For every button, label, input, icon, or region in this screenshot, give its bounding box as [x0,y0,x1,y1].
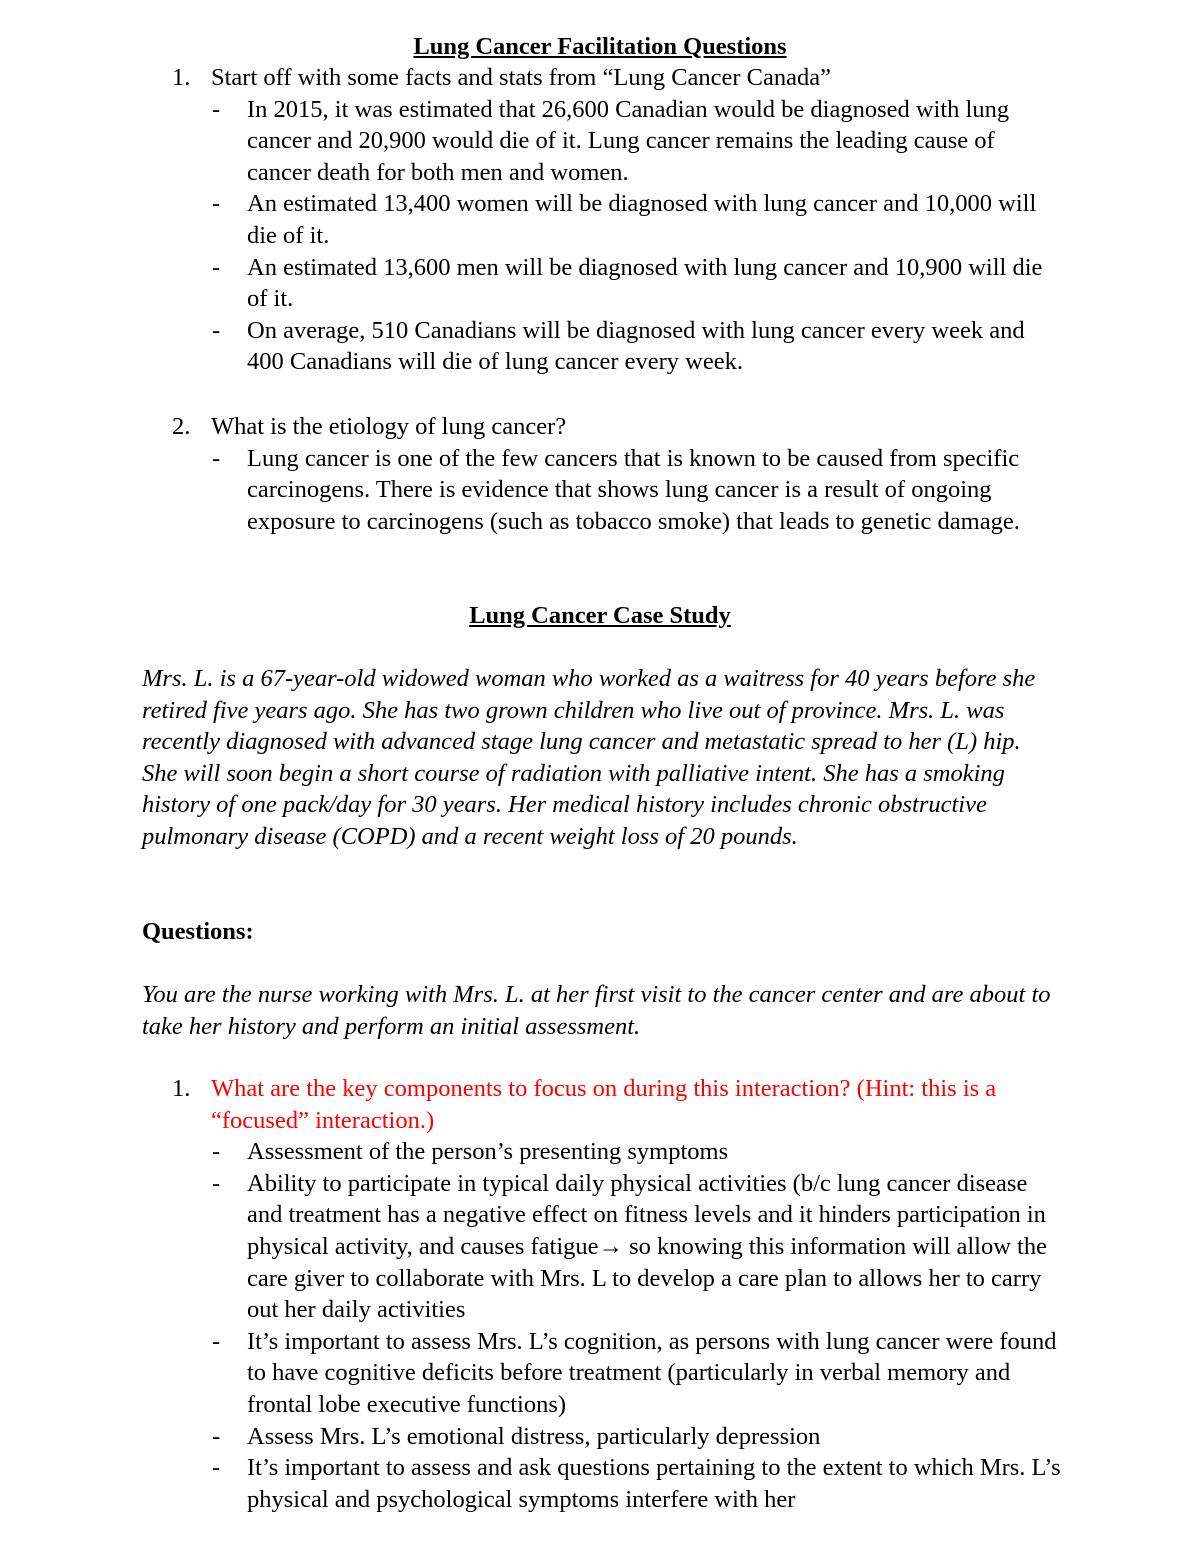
facts-list-item-1 [0,62,1200,378]
bullet-item: - An estimated 13,400 women will be diagnosed with lung cancer and 10,000 will die of it. [212,190,1037,249]
answer-text: Assess Mrs. L’s emotional distress, particularly depression [247,1422,821,1450]
bullet-text: An estimated 13,600 men will be diagnosed with lung cancer and 10,900 will die of it. [247,253,1043,313]
answer-bullet: - It’s important to assess and ask questions pertaining to the extent to which Mrs. L’s physical and psychological symptoms interfere with her [212,1454,1061,1513]
bullet-item: - On average, 510 Canadians will be diagnosed with lung cancer every week and 400 Canadians will die of lung cancer every week. [212,316,1025,376]
bullet-text: On average, 510 Canadians will be diagnosed with lung cancer every week and 400 Canadians will die of lung cancer every week. [247,316,1025,376]
case-study-title: Lung Cancer Case Study [469,602,731,629]
answer-bullet: - Assess Mrs. L’s emotional distress, particularly depression [212,1422,821,1450]
scenario-paragraph: You are the nurse working with Mrs. L. at her first visit to the cancer center and are about to take her history and perform an initial assessment. [142,981,1051,1040]
bullet-text: Lung cancer is one of the few cancers that is known to be caused from specific carcinogens. There is evidence that shows lung cancer is a result of ongoing exposure to carcinogens (such as tobacco smoke) that leads to genetic damage. [247,444,1020,535]
answer-text: Ability to participate in typical daily physical activities (b/c lung cancer disease and treatment has a negative effect on fitness levels and it hinders participation in physical activity, and causes fatigue [247,1169,1046,1260]
answer-text: so knowing this information will allow the care giver to collaborate with Mrs. L to develop a care plan to allows her to carry out her daily activities [247,1232,1047,1324]
list-number: 2. [172,413,191,440]
question-text: What are the key components to focus on during this interaction? (Hint: this is a “focused” interaction.) [211,1075,997,1134]
bullet-text: In 2015, it was estimated that 26,600 Canadian would be diagnosed with lung cancer and 20,900 would die of it. Lung cancer remains the leading cause of cancer death for both men and women. [247,95,1010,186]
answer-text: It’s important to assess Mrs. L’s cognition, as persons with lung cancer were found to have cognitive deficits before treatment (particularly in verbal memory and frontal lobe executive functions) [247,1327,1057,1418]
bullet-text: An estimated 13,400 women will be diagnosed with lung cancer and 10,000 will die of it. [247,190,1037,249]
bullet-item: - In 2015, it was estimated that 26,600 Canadian would be diagnosed with lung cancer and 20,900 would die of it. Lung cancer remains the leading cause of cancer death for both men and women. [212,95,1010,186]
right-arrow-icon: → [598,1232,623,1260]
answer-bullet: - It’s important to assess Mrs. L’s cognition, as persons with lung cancer were found to have cognitive deficits before treatment (particularly in verbal memory and frontal lobe executive functions) [212,1327,1057,1418]
case-study-paragraph: Mrs. L. is a 67-year-old widowed woman who worked as a waitress for 40 years before she retired five years ago. She has two grown children who live out of province. Mrs. L. was recently diagnosed with advanced stage lung cancer and metastatic spread to her (L) hip. She will soon begin a short course of radiation with palliative intent. She has a smoking history of one pack/day for 30 years. Her medical history includes chronic obstructive pulmonary disease (COPD) and a recent weight loss of 20 pounds. [142,665,1036,850]
bullet-item: - Lung cancer is one of the few cancers that is known to be caused from specific carcinogens. There is evidence that shows lung cancer is a result of ongoing exposure to carcinogens (such as tobacco smoke) that leads to genetic damage. [212,444,1020,535]
answer-bullet: - Assessment of the person’s presenting symptoms [212,1138,729,1166]
document-title: Lung Cancer Facilitation Questions [413,33,787,60]
list-number: 1. [172,64,191,91]
question-number: 1. [172,1075,191,1102]
bullet-item: - An estimated 13,600 men will be diagnosed with lung cancer and 10,900 will die of it. [212,253,1043,313]
facts-list-item-2 [0,411,1200,537]
list-item-text: What is the etiology of lung cancer? [211,413,567,440]
question-1 [0,1073,1200,1515]
answer-text: Assessment of the person’s presenting symptoms [247,1138,729,1166]
answer-text: It’s important to assess and ask questions pertaining to the extent to which Mrs. L’s physical and psychological symptoms interfere with her [247,1454,1061,1513]
answer-bullet: - Ability to participate in typical daily physical activities (b/c lung cancer disease and treatment has a negative effect on fitness levels and it hinders participation in physical activity, and causes fatigue→ so knowing this information will allow the care giver to collaborate with Mrs. L to develop a care plan to allows her to carry out her daily activities [212,1169,1047,1324]
list-item-text: Start off with some facts and stats from “Lung Cancer Canada” [211,64,832,91]
questions-label: Questions: [142,918,254,945]
